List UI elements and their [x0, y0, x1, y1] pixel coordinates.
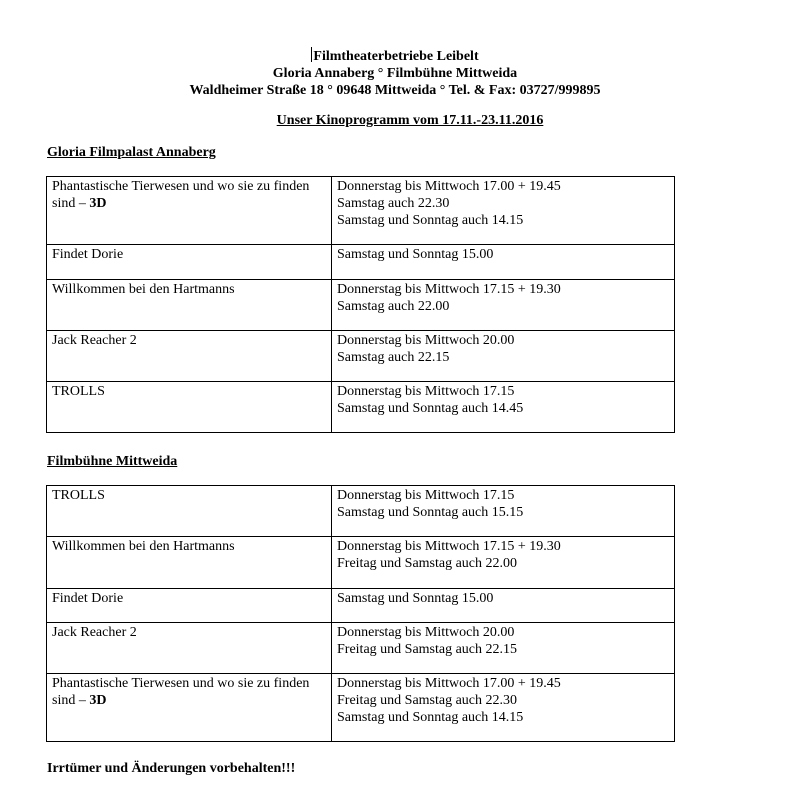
times-cell	[332, 674, 675, 742]
film-title: Phantastische Tierwesen und wo sie zu finden sind –	[52, 179, 310, 211]
film-title: Phantastische Tierwesen und wo sie zu finden sind –	[52, 676, 310, 708]
times-cell	[332, 245, 675, 280]
header-line-3: Waldheimer Straße 18 ° 09648 Mittweida ° Tel. & Fax: 03727/999895	[189, 83, 601, 98]
film-title: TROLLS	[52, 384, 105, 399]
showtime: Donnerstag bis Mittwoch 20.00	[337, 333, 515, 348]
times-cell	[332, 280, 675, 331]
film-title: Jack Reacher 2	[52, 333, 137, 348]
company-name: Filmtheaterbetriebe Leibelt	[313, 49, 479, 64]
table-row	[47, 280, 675, 331]
showtime: Donnerstag bis Mittwoch 17.00 + 19.45	[337, 179, 561, 194]
film-title: Willkommen bei den Hartmanns	[52, 282, 235, 297]
showtime: Samstag auch 22.00	[337, 299, 450, 314]
showtime: Freitag und Samstag auch 22.00	[337, 556, 518, 571]
film-cell	[47, 382, 332, 433]
times-cell	[332, 589, 675, 623]
film-format: 3D	[89, 196, 107, 211]
times-cell	[332, 623, 675, 674]
table-row	[47, 382, 675, 433]
table-row	[47, 674, 675, 742]
film-cell	[47, 623, 332, 674]
film-cell	[47, 331, 332, 382]
section-title-mittweida: Filmbühne Mittweida	[47, 454, 178, 469]
disclaimer: Irrtümer und Änderungen vorbehalten!!!	[47, 761, 296, 776]
film-title: Findet Dorie	[52, 247, 124, 262]
schedule-table-mittweida	[46, 485, 675, 742]
times-cell	[332, 486, 675, 537]
schedule-table-annaberg	[46, 176, 675, 433]
showtime: Samstag auch 22.30	[337, 196, 450, 211]
document-header	[0, 47, 790, 99]
showtime: Samstag und Sonntag 15.00	[337, 591, 494, 606]
film-title: Jack Reacher 2	[52, 625, 137, 640]
showtime: Freitag und Samstag auch 22.30	[337, 693, 518, 708]
table-row	[47, 245, 675, 280]
section-title-annaberg: Gloria Filmpalast Annaberg	[47, 145, 216, 160]
film-title: Findet Dorie	[52, 591, 124, 606]
showtime: Samstag und Sonntag auch 14.15	[337, 213, 524, 228]
film-title: Willkommen bei den Hartmanns	[52, 539, 235, 554]
showtime: Samstag und Sonntag auch 14.45	[337, 401, 524, 416]
times-cell	[332, 331, 675, 382]
showtime: Samstag und Sonntag auch 15.15	[337, 505, 524, 520]
film-cell	[47, 589, 332, 623]
showtime: Samstag und Sonntag 15.00	[337, 247, 494, 262]
film-cell	[47, 245, 332, 280]
film-cell	[47, 486, 332, 537]
showtime: Donnerstag bis Mittwoch 17.15 + 19.30	[337, 282, 561, 297]
table-row	[47, 486, 675, 537]
showtime: Donnerstag bis Mittwoch 20.00	[337, 625, 515, 640]
times-cell	[332, 537, 675, 589]
times-cell	[332, 382, 675, 433]
showtime: Freitag und Samstag auch 22.15	[337, 642, 518, 657]
table-row	[47, 331, 675, 382]
table-row	[47, 177, 675, 245]
showtime: Donnerstag bis Mittwoch 17.15	[337, 488, 515, 503]
film-cell	[47, 280, 332, 331]
header-line-2: Gloria Annaberg ° Filmbühne Mittweida	[272, 66, 518, 81]
film-format: 3D	[89, 693, 107, 708]
table-row	[47, 589, 675, 623]
program-title: Unser Kinoprogramm vom 17.11.-23.11.2016	[276, 113, 544, 128]
showtime: Samstag auch 22.15	[337, 350, 450, 365]
showtime: Samstag und Sonntag auch 14.15	[337, 710, 524, 725]
times-cell	[332, 177, 675, 245]
table-row	[47, 623, 675, 674]
table-row	[47, 537, 675, 589]
film-cell	[47, 177, 332, 245]
film-cell	[47, 537, 332, 589]
showtime: Donnerstag bis Mittwoch 17.00 + 19.45	[337, 676, 561, 691]
showtime: Donnerstag bis Mittwoch 17.15	[337, 384, 515, 399]
header-line-1	[0, 47, 790, 65]
film-cell	[47, 674, 332, 742]
film-title: TROLLS	[52, 488, 105, 503]
showtime: Donnerstag bis Mittwoch 17.15 + 19.30	[337, 539, 561, 554]
